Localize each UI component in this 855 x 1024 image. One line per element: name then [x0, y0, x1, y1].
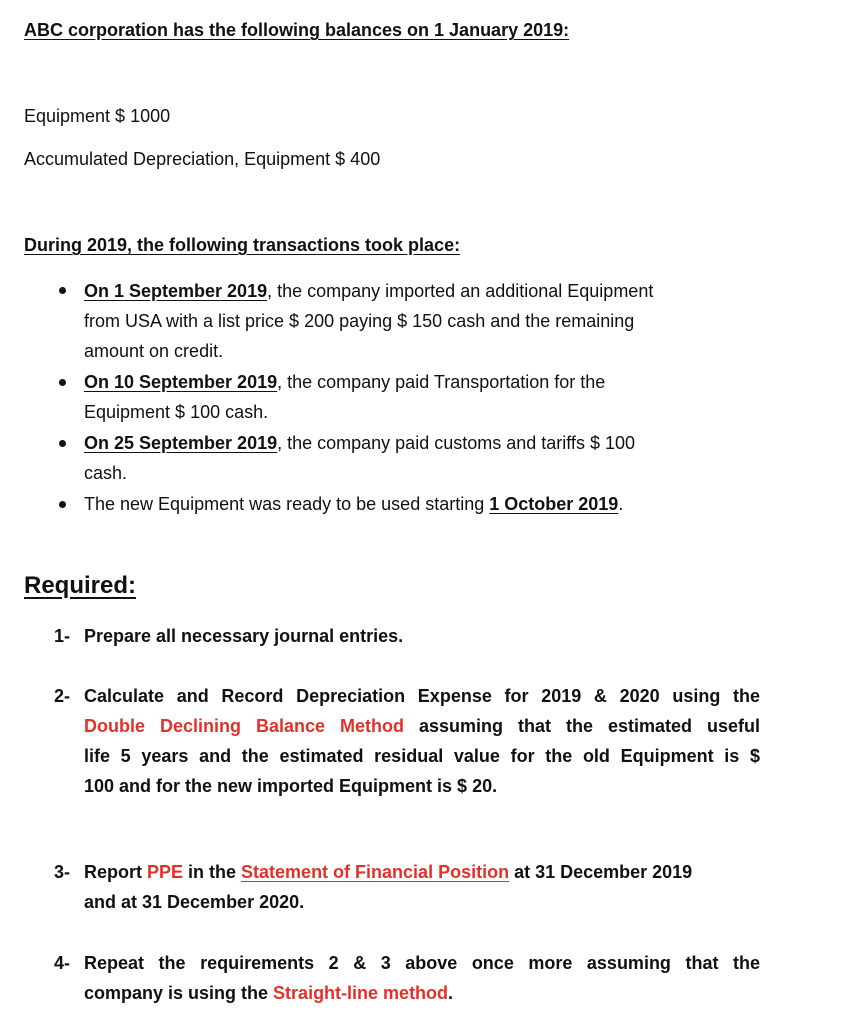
requirement-number: 3- — [54, 862, 71, 882]
transaction-1-line-2: from USA with a list price $ 200 paying $ 150 cash and the remaining — [84, 311, 635, 331]
transaction-text: , the company paid Transportation for the — [277, 372, 606, 392]
balances-heading: ABC corporation has the following balances on 1 January 2019: — [24, 20, 570, 40]
requirement-text: company is using the — [84, 983, 274, 1003]
transaction-date: On 1 September 2019 — [84, 281, 268, 301]
transaction-3-line-2: cash. — [84, 463, 128, 483]
transaction-text: , the company paid customs and tariffs $ 100 — [277, 433, 635, 453]
transaction-4-line-1 — [84, 489, 623, 519]
requirement-text: . — [448, 983, 454, 1003]
requirement-4-line-1: Repeat the requirements 2 & 3 above once more assuming that the — [84, 953, 760, 973]
bullet-icon — [59, 379, 66, 386]
requirement-text: at 31 December 2019 — [509, 862, 693, 882]
transaction-3-line-1 — [84, 428, 635, 458]
requirement-text: Report — [84, 862, 147, 882]
requirement-2-line-3: life 5 years and the estimated residual value for the old Equipment is $ — [84, 746, 760, 766]
transaction-text: The new Equipment was ready to be used starting — [84, 494, 490, 514]
transaction-date: On 10 September 2019 — [84, 372, 278, 392]
transaction-text: , the company imported an additional Equipment — [267, 281, 654, 301]
requirement-number: 1- — [54, 626, 71, 646]
requirement-text: in the — [183, 862, 242, 882]
transaction-2-line-1 — [84, 367, 605, 397]
requirement-2-line-4: 100 and for the new imported Equipment is $ 20. — [84, 776, 498, 796]
transactions-heading: During 2019, the following transactions took place: — [24, 235, 461, 255]
bullet-icon — [59, 287, 66, 294]
transaction-date: On 25 September 2019 — [84, 433, 278, 453]
requirement-3-line-1 — [84, 857, 692, 887]
ddb-method-highlight: Double Declining Balance Method — [84, 716, 404, 736]
statement-highlight: Statement of Financial Position — [241, 862, 510, 882]
requirement-4-line-2 — [84, 978, 453, 1008]
requirement-text: assuming that the estimated useful — [404, 716, 761, 736]
transaction-date: 1 October 2019 — [489, 494, 619, 514]
transaction-1-line-1 — [84, 276, 653, 306]
bullet-icon — [59, 501, 66, 508]
transaction-2-line-2: Equipment $ 100 cash. — [84, 402, 269, 422]
requirement-2-line-2 — [84, 711, 760, 741]
required-title: Required: — [24, 572, 137, 599]
transaction-text: . — [618, 494, 624, 514]
requirement-number: 4- — [54, 953, 71, 973]
bullet-icon — [59, 440, 66, 447]
straight-line-highlight: Straight-line method — [273, 983, 449, 1003]
requirement-2-line-1: Calculate and Record Depreciation Expense for 2019 & 2020 using the — [84, 686, 760, 706]
requirement-1-text: Prepare all necessary journal entries. — [84, 626, 404, 646]
balance-equipment: Equipment $ 1000 — [24, 106, 171, 126]
transaction-1-line-3: amount on credit. — [84, 341, 224, 361]
requirement-3-line-2: and at 31 December 2020. — [84, 892, 305, 912]
requirement-number: 2- — [54, 686, 71, 706]
ppe-highlight: PPE — [147, 862, 184, 882]
balance-accumulated-depreciation: Accumulated Depreciation, Equipment $ 400 — [24, 149, 381, 169]
